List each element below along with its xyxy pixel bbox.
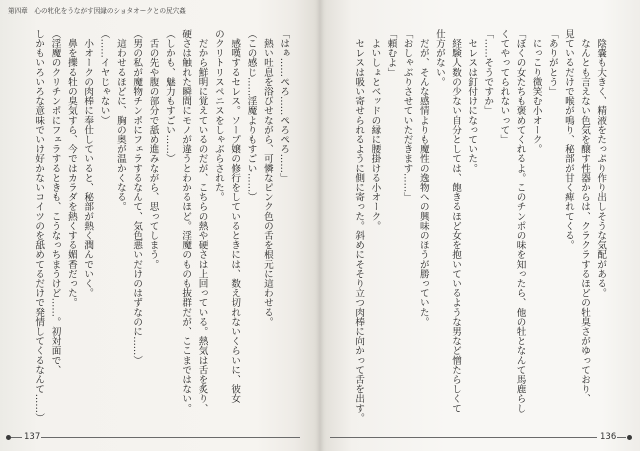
page-number: 137 xyxy=(24,432,41,442)
text-column: 舌の先や腹の部分で舐め進みながら、思ってしまう。 xyxy=(147,29,159,269)
text-column: 経験人数の少ない自分としては、飽きるほど女を抱いているような男など憎たらしくて xyxy=(450,29,461,413)
footer-rule xyxy=(11,437,22,438)
footer-rule xyxy=(617,437,626,438)
text-column: （男の私が魔物チンポにフェラするなんて、気色悪いだけのはずなのに……） xyxy=(131,29,143,365)
text-column: 感嘆するセレス。ソープ嬢の修行をしているときには、数え切れないくらいに、彼女 xyxy=(229,29,241,404)
text-column: くてやってられないって」 xyxy=(498,29,510,145)
footer-rule xyxy=(41,437,300,438)
footer-rule xyxy=(330,437,597,438)
text-column: 陰嚢も大きく、精液をたっぷり作り出しそうな気配がある。 xyxy=(595,29,607,298)
text-column: 小オークの肉棒に奉仕していると、秘部が熱く潤んでいく。 xyxy=(82,29,94,298)
text-column: 熱い吐息を浴びせながら、可憐なピンク色の舌を根元に這わせる。 xyxy=(261,29,273,327)
text-column: 「頼むよ」 xyxy=(385,29,397,77)
page-number: 136 xyxy=(600,432,617,442)
running-header: 第四章 心の牝化をうながす因縁のショタオークとの尻穴姦 xyxy=(8,7,186,15)
text-column: なんとも言えない色気を醸す性器からは、クラクラするほどの牡臭さがゆっており、 xyxy=(579,29,591,404)
text-column: 「……そうですか」 xyxy=(482,29,494,116)
text-column: 仕方がない。 xyxy=(433,29,445,87)
text-column: セレスは釘付けになっていた。 xyxy=(466,29,478,173)
text-column: （……イヤじゃない） xyxy=(98,29,110,125)
text-column: 「はぁ……ぺろ……ぺろぺろ……」 xyxy=(278,29,290,183)
text-column: 「ぼくの女たちも褒めてくれるよ。このチンポの味を知ったら、他の牡となんて馬鹿らし xyxy=(514,29,526,413)
text-column: （しかも、魅力もすごい……） xyxy=(163,29,175,164)
text-column: にっこり微笑む小オーク。 xyxy=(530,29,542,154)
text-column: 見ているだけで喉が鳴り、秘部が甘く痺れてくる。 xyxy=(562,29,574,250)
text-column: だから鮮明に覚えているのだが、こちらの熱や硬さは上回っている。熱気は舌を炙り、 xyxy=(196,29,208,413)
text-column: 鼻を擽る牡の臭気すら、今ではカラダを熱くする媚香だった。 xyxy=(65,29,77,308)
right-page xyxy=(320,0,640,451)
text-column: （淫魔のクリチンポにフェラするときも、こうなっちまうけど……。初対面で、 xyxy=(49,29,61,375)
text-column: セレスは吸い寄せられるように側に寄った。斜めにそそり立つ肉棒に向かって舌を出す。 xyxy=(353,29,365,423)
text-column: よいしょとベッドの縁に腰掛ける小オーク。 xyxy=(369,29,381,231)
text-column: しかもいろいろな意味でいけ好かないコイツのを舐めてるだけで発情してくるなんて……） xyxy=(33,29,45,423)
page-marker-dot xyxy=(627,435,632,440)
text-column: だが、そんな感情よりも魔性の逸物への興味のほうが勝っていた。 xyxy=(417,29,429,327)
text-column: （この感じ……淫魔よりもすごい……） xyxy=(245,29,257,202)
text-column: 「おしゃぶりさせていただきます……」 xyxy=(401,29,413,202)
text-column: 「ありがとう」 xyxy=(546,29,558,97)
text-column: のクリトリスペニスをしゃぶらされた。 xyxy=(212,29,224,202)
text-column: 硬さは触れた瞬間にモノが違うとわかるほど。淫魔のものも抜群だが、ここまではない。 xyxy=(180,29,192,413)
text-column: 這わせるほどに、胸の奥が温かくなる。 xyxy=(114,29,126,212)
